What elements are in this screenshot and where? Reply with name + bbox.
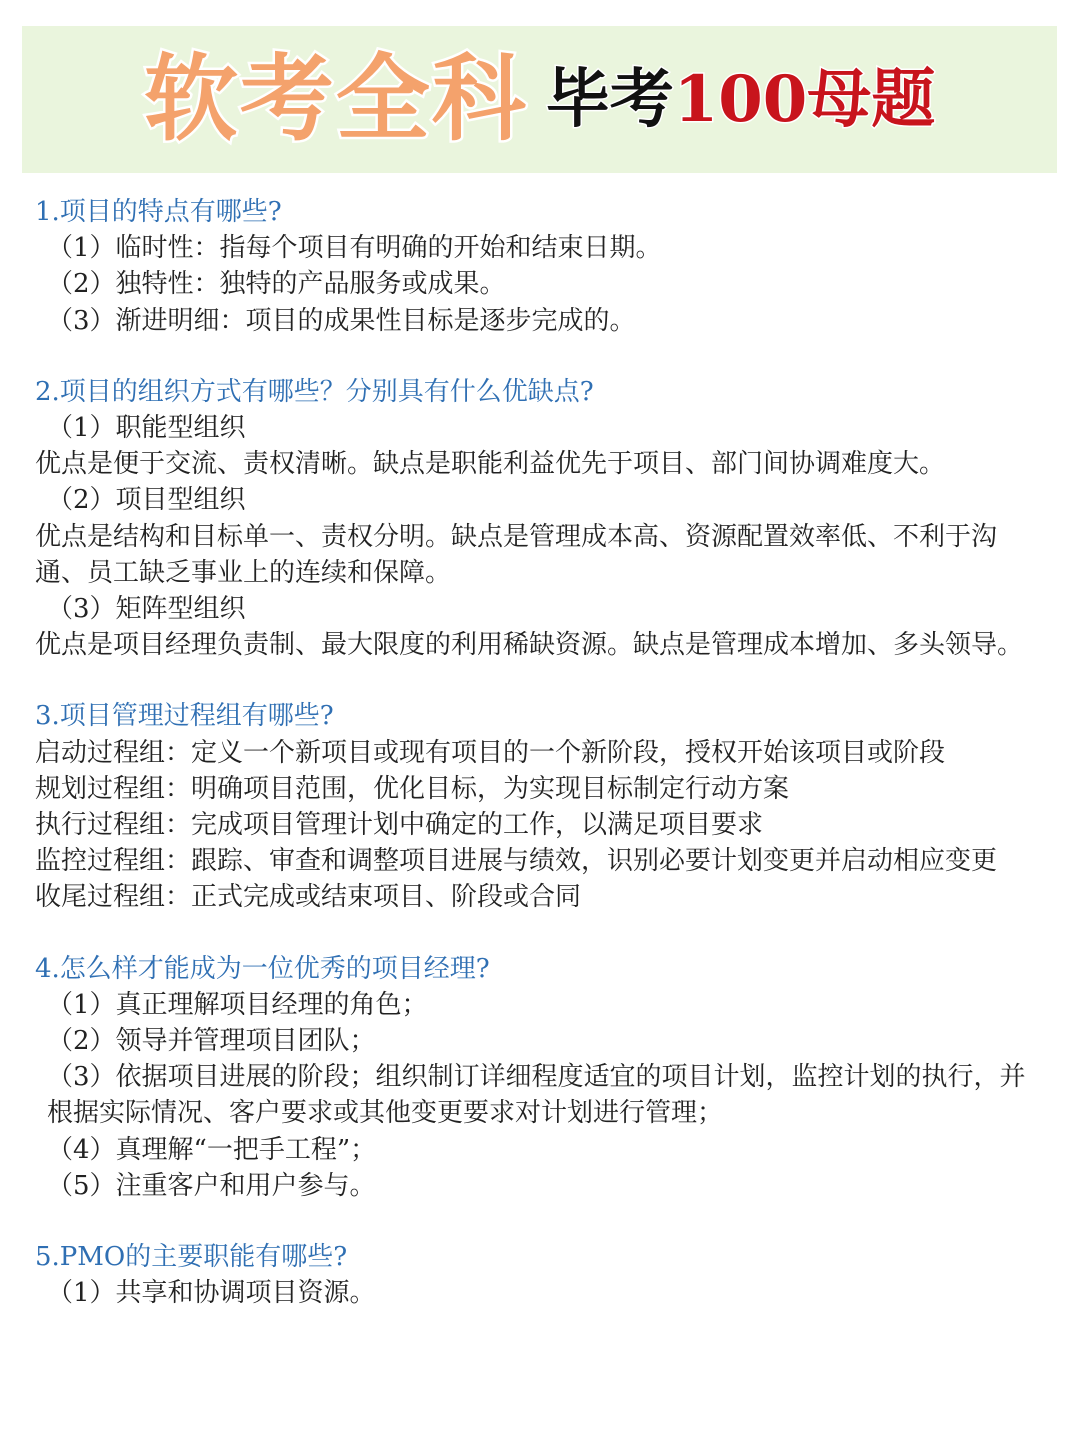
answer-line: 收尾过程组：正式完成或结束项目、阶段或合同 bbox=[35, 882, 582, 913]
title-sub-black: 毕考 bbox=[545, 61, 674, 137]
answer-line: 优点是项目经理负责制、最大限度的利用稀缺资源。缺点是管理成本增加、多头领导。 bbox=[35, 630, 1024, 661]
answer-line: （1）共享和协调项目资源。 bbox=[47, 1278, 376, 1309]
title-sub bbox=[545, 61, 936, 137]
answer-line: （1）临时性：指每个项目有明确的开始和结束日期。 bbox=[47, 233, 662, 264]
answer-line: 执行过程组：完成项目管理计划中确定的工作，以满足项目要求 bbox=[35, 810, 764, 841]
answer-line: （4）真理解“一把手工程”； bbox=[47, 1134, 377, 1165]
question-title: 3.项目管理过程组有哪些? bbox=[35, 701, 334, 732]
answer-line: （1）职能型组织 bbox=[47, 413, 246, 444]
question-title: 5.PMO的主要职能有哪些? bbox=[35, 1242, 348, 1273]
section-2 bbox=[35, 374, 1045, 664]
answer-line: （2）项目型组织 bbox=[47, 485, 246, 516]
section-4 bbox=[35, 951, 1045, 1204]
section-5 bbox=[35, 1239, 1045, 1311]
answer-line: 优点是便于交流、责权清晰。缺点是职能利益优先于项目、部门间协调难度大。 bbox=[35, 449, 946, 480]
section-3 bbox=[35, 698, 1045, 915]
title-banner bbox=[22, 26, 1057, 173]
title-sub-red: 100母题 bbox=[673, 61, 936, 137]
title-main: 软考全科 bbox=[143, 44, 528, 154]
answer-line: （3）渐进明细：项目的成果性目标是逐步完成的。 bbox=[47, 305, 636, 336]
answer-line: （1）真正理解项目经理的角色； bbox=[47, 989, 428, 1020]
question-title: 4.怎么样才能成为一位优秀的项目经理? bbox=[35, 953, 490, 984]
answer-line: 监控过程组：跟踪、审查和调整项目进展与绩效，识别必要计划变更并启动相应变更 bbox=[35, 846, 998, 877]
answer-line: 规划过程组：明确项目范围，优化目标，为实现目标制定行动方案 bbox=[35, 773, 790, 804]
answer-line: （5）注重客户和用户参与。 bbox=[47, 1170, 376, 1201]
answer-line: （3）依据项目进展的阶段；组织制订详细程度适宜的项目计划，监控计划的执行，并根据实际情况、客户要求或其他变更要求对计划进行管理； bbox=[47, 1062, 1026, 1129]
answer-line: 启动过程组：定义一个新项目或现有项目的一个新阶段，授权开始该项目或阶段 bbox=[35, 737, 946, 768]
section-1 bbox=[35, 194, 1045, 339]
answer-line: 优点是结构和目标单一、责权分明。缺点是管理成本高、资源配置效率低、不利于沟通、员工缺乏事业上的连续和保障。 bbox=[35, 521, 998, 588]
answer-line: （3）矩阵型组织 bbox=[47, 594, 246, 625]
document-body bbox=[35, 194, 1045, 1311]
answer-line: （2）领导并管理项目团队； bbox=[47, 1026, 376, 1057]
answer-line: （2）独特性：独特的产品服务或成果。 bbox=[47, 269, 506, 300]
question-title: 2.项目的组织方式有哪些？分别具有什么优缺点? bbox=[35, 376, 594, 407]
question-title: 1.项目的特点有哪些? bbox=[35, 197, 282, 227]
